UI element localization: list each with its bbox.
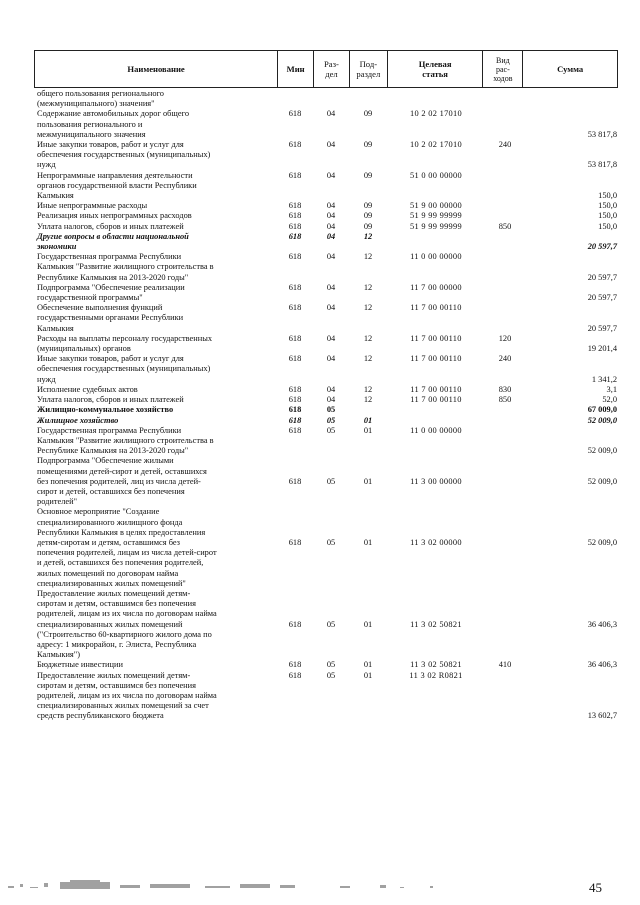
row-celevaya: 51 9 99 99999 <box>409 221 463 231</box>
row-name: Основное мероприятие "Создание специализированного жилищного фонда Республики Калмыкия в целях предоставления детям-сиротам и детям, оставшимся без попечения родителей, лицам из числа детей-сирот и детей, оставшихся без попечения родителей, жилых помещений по договорам найма специализированных жилых помещений" <box>37 507 217 588</box>
row-podrazdel: 12 <box>363 282 373 292</box>
row-name: Подпрограмма "Обеспечение жилыми помещениями детей-сирот и детей, оставшихся без попечения родителей, лиц из числа детей- сирот и детей, оставшихся без попечения родителей" <box>37 456 207 507</box>
row-name: Иные закупки товаров, работ и услуг для обеспечения государственных (муниципальных) нужд <box>37 354 211 384</box>
row-name: Бюджетные инвестиции <box>37 660 123 670</box>
row-razdel: 04 <box>326 201 336 211</box>
row-celevaya: 11 7 00 00110 <box>410 303 462 313</box>
row-razdel: 05 <box>326 415 336 425</box>
row-celevaya: 11 7 00 00110 <box>410 354 462 364</box>
row-vid-rashodov <box>485 405 525 415</box>
row-name: Предоставление жилых помещений детям- сиротам и детям, оставшимся без попечения родителей, лицам из их числа по договорам найма специализированных жилых помещений ("Строительство 60-квартирного жилого дома по адресу: 1 микрорайон, г. Элиста, Республика Калмыкия") <box>37 588 217 660</box>
scan-noise-strip <box>0 874 640 905</box>
table-row <box>37 660 617 670</box>
row-podrazdel: 12 <box>363 333 373 343</box>
row-summa: 52,0 <box>602 395 617 405</box>
row-vid-rashodov <box>485 211 525 221</box>
row-summa: 20 597,7 <box>587 323 617 333</box>
row-celevaya: 51 9 00 00000 <box>409 201 463 211</box>
row-vid-rashodov: 120 <box>498 333 512 343</box>
row-min <box>277 89 313 109</box>
row-summa: 53 817,8 <box>587 160 617 170</box>
table-row <box>37 283 617 303</box>
row-name: Непрограммные направления деятельности органов государственной власти Республики Калмыкия <box>37 170 197 201</box>
row-celevaya: 11 7 00 00110 <box>410 395 462 405</box>
table-row <box>37 211 617 221</box>
row-min: 618 <box>288 660 302 670</box>
row-name: Уплата налогов, сборов и иных платежей <box>37 221 184 231</box>
row-min: 618 <box>288 670 302 680</box>
row-vid-rashodov <box>485 456 525 507</box>
row-celevaya: 11 7 00 00110 <box>410 384 462 394</box>
row-name: Иные непрограммные расходы <box>37 201 148 211</box>
row-razdel: 05 <box>326 660 336 670</box>
table-row <box>37 140 617 171</box>
row-podrazdel: 12 <box>363 384 373 394</box>
row-vid-rashodov <box>485 201 525 211</box>
row-razdel: 04 <box>326 384 336 394</box>
row-razdel: 05 <box>326 619 336 629</box>
header-celevaya: Целевая статья <box>388 51 484 87</box>
row-summa: 19 201,4 <box>587 344 617 354</box>
row-vid-rashodov <box>485 426 525 457</box>
row-podrazdel: 01 <box>363 537 373 547</box>
row-min: 618 <box>288 415 302 425</box>
row-razdel: 04 <box>326 252 336 262</box>
row-vid-rashodov <box>485 232 525 252</box>
header-summa: Сумма <box>557 64 584 74</box>
table-row <box>37 171 617 202</box>
row-vid-rashodov <box>485 416 525 426</box>
row-name: Содержание автомобильных дорог общего пользования регионального и межмуниципального значения <box>37 109 190 139</box>
row-vid-rashodov <box>485 303 525 334</box>
row-min: 618 <box>288 282 302 292</box>
row-name: Исполнение судебных актов <box>37 384 138 394</box>
row-celevaya <box>387 416 485 426</box>
row-vid-rashodov <box>485 171 525 202</box>
row-min: 618 <box>288 211 302 221</box>
row-podrazdel: 01 <box>363 425 373 435</box>
row-name: Иные закупки товаров, работ и услуг для обеспечения государственных (муниципальных) нужд <box>37 140 211 170</box>
row-podrazdel: 12 <box>363 395 373 405</box>
row-min: 618 <box>288 333 302 343</box>
row-razdel: 05 <box>326 537 336 547</box>
row-vid-rashodov <box>485 109 525 140</box>
row-podrazdel: 12 <box>363 354 373 364</box>
row-razdel: 04 <box>326 109 336 119</box>
row-name: общего пользования регионального (межмуниципального) значения" <box>37 89 164 109</box>
row-podrazdel <box>349 405 387 415</box>
row-summa: 53 817,8 <box>587 129 617 139</box>
row-name: Государственная программа Республики Калмыкия "Развитие жилищного строительства в Республике Калмыкия на 2013-2020 годы" <box>37 425 214 456</box>
row-vid-rashodov <box>485 252 525 283</box>
row-summa: 1 341,2 <box>591 374 617 384</box>
row-min: 618 <box>288 476 302 486</box>
row-name: Государственная программа Республики Калмыкия "Развитие жилищного строительства в Республике Калмыкия на 2013-2020 годы" <box>37 252 214 282</box>
table-header <box>34 50 618 88</box>
table-row <box>37 385 617 395</box>
row-vid-rashodov <box>485 589 525 660</box>
table-row <box>37 109 617 140</box>
row-podrazdel: 09 <box>363 211 373 221</box>
row-summa: 150,0 <box>598 211 617 221</box>
row-name: Другие вопросы в области национальной экономики <box>37 231 189 252</box>
table-row <box>37 589 617 660</box>
row-podrazdel: 09 <box>363 170 373 180</box>
row-min: 618 <box>288 221 302 231</box>
table-row <box>37 89 617 109</box>
row-summa: 52 009,0 <box>587 476 617 486</box>
row-min: 618 <box>288 354 302 364</box>
row-summa: 36 406,3 <box>587 660 617 670</box>
row-podrazdel: 09 <box>363 201 373 211</box>
header-vid-rashodov: Вид рас- ходов <box>483 51 523 87</box>
row-razdel: 05 <box>326 425 336 435</box>
row-min: 618 <box>288 170 302 180</box>
table-row <box>37 252 617 283</box>
row-name: Уплата налогов, сборов и иных платежей <box>37 395 184 405</box>
table-row <box>37 426 617 457</box>
row-celevaya: 11 7 00 00110 <box>410 333 462 343</box>
table-row <box>37 416 617 426</box>
row-razdel: 04 <box>326 211 336 221</box>
row-name: Предоставление жилых помещений детям- сиротам и детям, оставшимся без попечения родителей, лицам из их числа по договорам найма специализированных жилых помещений за счет средств республиканского бюджета <box>37 670 217 721</box>
header-razdel: Раз- дел <box>314 51 350 87</box>
row-min: 618 <box>288 303 302 313</box>
row-vid-rashodov <box>485 283 525 303</box>
row-summa: 20 597,7 <box>587 242 617 252</box>
row-name: Жилищное хозяйство <box>37 415 119 425</box>
row-celevaya: 11 0 00 00000 <box>410 425 462 435</box>
row-celevaya: 51 9 99 99999 <box>409 211 463 221</box>
row-razdel: 05 <box>326 670 336 680</box>
row-name: Расходы на выплаты персоналу государственных (муниципальных) органов <box>37 333 213 354</box>
table-row <box>37 232 617 252</box>
page-number: 45 <box>589 880 602 895</box>
row-podrazdel: 01 <box>363 476 373 486</box>
table-row <box>37 303 617 334</box>
row-celevaya <box>387 405 485 415</box>
row-razdel: 04 <box>326 231 336 241</box>
header-name: Наименование <box>35 51 278 87</box>
row-celevaya: 11 3 02 00000 <box>410 537 462 547</box>
row-summa: 13 602,7 <box>587 711 617 721</box>
row-razdel: 04 <box>326 354 336 364</box>
row-podrazdel: 09 <box>363 221 373 231</box>
row-summa: 52 009,0 <box>587 415 617 425</box>
row-vid-rashodov: 850 <box>498 221 512 231</box>
table-row <box>37 456 617 507</box>
table-row <box>37 354 617 385</box>
row-razdel: 04 <box>326 303 336 313</box>
row-name: Жилищно-коммунальное хозяйство <box>37 405 174 415</box>
row-celevaya: 11 7 00 00000 <box>410 282 462 292</box>
row-celevaya: 11 3 02 R0821 <box>409 670 463 680</box>
row-summa: 20 597,7 <box>587 293 617 303</box>
row-razdel: 04 <box>326 170 336 180</box>
row-razdel: 05 <box>326 405 336 415</box>
row-razdel: 04 <box>326 333 336 343</box>
table-row <box>37 671 617 722</box>
row-celevaya: 51 0 00 00000 <box>409 170 463 180</box>
row-summa <box>525 89 617 109</box>
row-podrazdel: 12 <box>363 303 373 313</box>
row-podrazdel: 01 <box>363 619 373 629</box>
row-min: 618 <box>288 405 302 415</box>
row-razdel: 04 <box>326 282 336 292</box>
row-razdel: 04 <box>326 221 336 231</box>
row-summa: 150,0 <box>598 221 617 231</box>
row-min: 618 <box>288 425 302 435</box>
header-min: Мин <box>278 51 314 87</box>
row-min: 618 <box>288 201 302 211</box>
row-vid-rashodov <box>485 507 525 589</box>
row-celevaya <box>387 232 485 252</box>
row-celevaya <box>387 89 485 109</box>
row-min: 618 <box>288 140 302 150</box>
row-min: 618 <box>288 109 302 119</box>
row-podrazdel: 01 <box>363 660 373 670</box>
row-celevaya: 11 3 00 00000 <box>410 476 462 486</box>
row-razdel: 05 <box>326 476 336 486</box>
row-min: 618 <box>288 537 302 547</box>
row-summa: 67 009,0 <box>587 405 617 415</box>
row-summa: 20 597,7 <box>587 272 617 282</box>
row-summa: 150,0 <box>598 201 617 211</box>
row-summa: 150,0 <box>598 191 617 201</box>
row-podrazdel: 09 <box>363 109 373 119</box>
row-summa: 52 009,0 <box>587 537 617 547</box>
table-row <box>37 507 617 589</box>
row-summa: 36 406,3 <box>587 619 617 629</box>
table-row <box>37 395 617 405</box>
table-body <box>37 89 617 722</box>
row-podrazdel: 09 <box>363 140 373 150</box>
row-summa: 52 009,0 <box>587 446 617 456</box>
row-vid-rashodov: 830 <box>498 384 512 394</box>
row-vid-rashodov: 410 <box>498 660 512 670</box>
table-row <box>37 405 617 415</box>
row-celevaya: 10 2 02 17010 <box>409 109 463 119</box>
table-row <box>37 334 617 354</box>
table-row <box>37 222 617 232</box>
row-name: Реализация иных непрограммных расходов <box>37 211 192 221</box>
row-podrazdel: 01 <box>363 670 373 680</box>
row-podrazdel: 12 <box>363 252 373 262</box>
row-min: 618 <box>288 231 302 241</box>
row-summa: 3,1 <box>606 384 617 394</box>
row-podrazdel <box>349 89 387 109</box>
table-row <box>37 201 617 211</box>
row-vid-rashodov <box>485 671 525 722</box>
row-vid-rashodov: 240 <box>498 140 512 150</box>
row-min: 618 <box>288 395 302 405</box>
row-razdel: 04 <box>326 140 336 150</box>
row-name: Подпрограмма "Обеспечение реализации государственной программы" <box>37 282 185 303</box>
row-razdel <box>313 89 349 109</box>
row-min: 618 <box>288 619 302 629</box>
row-min: 618 <box>288 384 302 394</box>
row-podrazdel: 01 <box>363 415 373 425</box>
row-celevaya: 10 2 02 17010 <box>409 140 463 150</box>
row-name: Обеспечение выполнения функций государственными органами Республики Калмыкия <box>37 303 184 333</box>
row-vid-rashodov: 240 <box>498 354 512 364</box>
row-celevaya: 11 3 02 50821 <box>410 619 462 629</box>
row-vid-rashodov <box>485 89 525 109</box>
header-podrazdel: Под- раздел <box>350 51 388 87</box>
row-min: 618 <box>288 252 302 262</box>
row-podrazdel: 12 <box>363 231 373 241</box>
row-vid-rashodov: 850 <box>498 395 512 405</box>
row-razdel: 04 <box>326 395 336 405</box>
row-celevaya: 11 3 02 50821 <box>410 660 462 670</box>
row-celevaya: 11 0 00 00000 <box>410 252 462 262</box>
